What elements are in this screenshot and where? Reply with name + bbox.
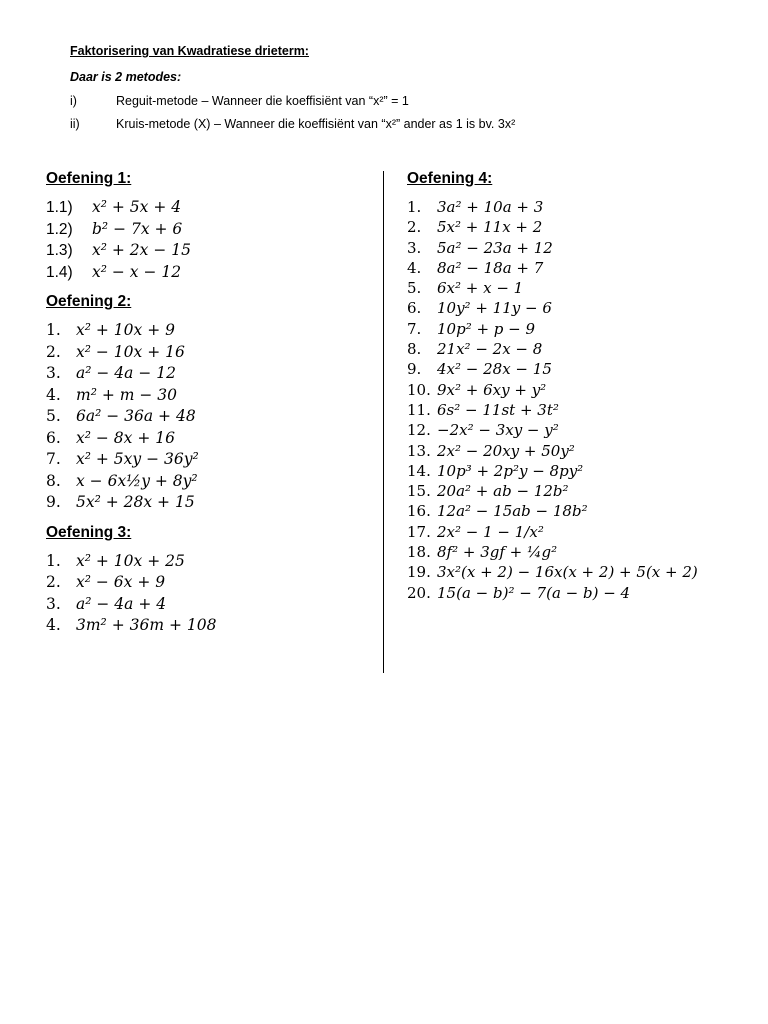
exercise-number: 1.2): [46, 220, 73, 238]
exercise-expression: 4x² − 28x − 15: [437, 360, 552, 379]
exercise-expression: 21x² − 2x − 8: [437, 340, 543, 359]
exercise-item: [407, 522, 747, 542]
document-title: Faktorisering van Kwadratiese drieterm:: [70, 44, 309, 58]
exercise-item: [407, 441, 747, 461]
exercise-number: 17.: [407, 522, 431, 541]
exercise-number: 1.4): [46, 263, 73, 281]
exercise-item: [407, 481, 747, 501]
exercise-number: 2.: [46, 573, 61, 591]
exercise-number: 1.: [46, 551, 61, 570]
exercise-item: [46, 615, 376, 637]
exercise-number: 4.: [407, 258, 422, 277]
exercise-number: 6.: [407, 299, 422, 318]
exercise-number: 15.: [407, 482, 431, 501]
exercise-item: [407, 501, 747, 521]
exercise-number: 18.: [407, 543, 431, 562]
exercise-number: 8.: [46, 471, 61, 490]
exercise-expression: 3m² + 36m + 108: [76, 616, 217, 634]
exercise-item: [46, 363, 376, 385]
exercise-number: 13.: [407, 441, 431, 460]
exercise-item: [407, 542, 747, 562]
exercise-expression: 10y² + 11y − 6: [437, 299, 552, 318]
exercise-list-oefening-2: [46, 320, 376, 514]
exercise-item: [46, 492, 376, 514]
exercise-item: [46, 240, 376, 262]
exercise-expression: 8f² + 3gf + ¼g²: [437, 543, 558, 562]
exercise-expression: x² − 10x + 16: [76, 342, 185, 361]
exercise-number: 10.: [407, 380, 431, 399]
exercise-list-oefening-1: [46, 197, 376, 283]
exercise-number: 6.: [46, 428, 61, 447]
exercise-item: [46, 449, 376, 471]
exercise-expression: x² + 5x + 4: [92, 198, 182, 216]
exercise-item: [407, 298, 747, 318]
exercise-expression: x² − 6x + 9: [76, 573, 166, 591]
exercise-item: [407, 339, 747, 359]
exercise-number: 16.: [407, 502, 431, 521]
exercise-item: [407, 380, 747, 400]
exercise-item: [407, 461, 747, 481]
exercise-item: [407, 400, 747, 420]
exercise-expression: 8a² − 18a + 7: [437, 258, 544, 277]
exercise-number: 3.: [407, 238, 422, 257]
exercise-item: [46, 428, 376, 450]
exercise-item: [407, 258, 747, 278]
exercise-item: [46, 262, 376, 284]
exercise-number: 12.: [407, 421, 431, 440]
exercise-number: 8.: [407, 340, 422, 359]
exercise-item: [407, 359, 747, 379]
exercise-expression: b² − 7x + 6: [92, 219, 183, 238]
exercise-expression: 9x² + 6xy + y²: [437, 380, 547, 399]
exercise-expression: x² + 10x + 25: [76, 551, 185, 570]
section-title-oefening-4: Oefening 4:: [407, 170, 493, 187]
section-title-oefening-2: Oefening 2:: [46, 293, 132, 310]
exercise-number: 5.: [46, 407, 61, 425]
exercise-expression: a² − 4a + 4: [76, 594, 167, 613]
exercise-number: 19.: [407, 563, 431, 582]
exercise-expression: 5x² + 28x + 15: [76, 493, 195, 511]
exercise-item: [407, 278, 747, 298]
exercise-number: 9.: [407, 360, 422, 379]
exercise-list-oefening-4: [407, 197, 747, 603]
exercise-item: [46, 219, 376, 241]
left-column: [46, 170, 376, 637]
exercise-item: [407, 197, 747, 217]
method-text: Reguit-metode – Wanneer die koeffisiënt van “x²” = 1: [116, 94, 409, 108]
exercise-expression: 5x² + 11x + 2: [437, 218, 543, 237]
exercise-expression: x² + 5xy − 36y²: [76, 450, 199, 468]
method-item: [70, 117, 730, 131]
exercise-number: 9.: [46, 493, 61, 511]
exercise-item: [407, 562, 747, 582]
exercise-number: 2.: [46, 342, 61, 361]
exercise-expression: 20a² + ab − 12b²: [437, 482, 569, 501]
document-header: [70, 44, 730, 140]
method-number: i): [70, 94, 77, 108]
exercise-item: [46, 594, 376, 616]
exercise-item: [407, 583, 747, 603]
exercise-number: 1.: [407, 198, 422, 216]
exercise-number: 20.: [407, 583, 431, 602]
exercise-number: 5.: [407, 279, 422, 298]
exercise-expression: 2x² − 1 − 1/x²: [437, 522, 544, 541]
exercise-expression: x² + 2x − 15: [92, 241, 191, 259]
exercise-number: 7.: [46, 450, 61, 468]
exercise-number: 1.3): [46, 242, 73, 259]
exercise-item: [46, 320, 376, 342]
exercise-expression: 10p² + p − 9: [437, 319, 536, 338]
section-title-oefening-1: Oefening 1:: [46, 170, 132, 187]
exercise-expression: 3a² + 10a + 3: [437, 198, 544, 216]
exercise-item: [407, 217, 747, 237]
exercise-item: [46, 572, 376, 594]
document-subtitle: Daar is 2 metodes:: [70, 70, 182, 84]
method-number: ii): [70, 117, 80, 131]
exercise-item: [46, 385, 376, 407]
exercise-expression: x² − 8x + 16: [76, 428, 175, 447]
exercise-item: [46, 551, 376, 573]
exercise-expression: a² − 4a − 12: [76, 364, 176, 382]
exercise-expression: x − 6x½y + 8y²: [76, 471, 198, 490]
exercise-expression: 5a² − 23a + 12: [437, 238, 553, 257]
exercise-expression: 10p³ + 2p²y − 8py²: [437, 461, 584, 480]
exercise-item: [46, 342, 376, 364]
exercise-expression: 3x²(x + 2) − 16x(x + 2) + 5(x + 2): [437, 563, 698, 582]
exercise-item: [46, 471, 376, 493]
method-item: [70, 94, 730, 108]
exercise-number: 11.: [407, 400, 431, 419]
column-divider: [383, 171, 384, 673]
exercise-expression: 15(a − b)² − 7(a − b) − 4: [437, 583, 631, 602]
exercise-expression: 6x² + x − 1: [437, 279, 524, 298]
exercise-item: [407, 238, 747, 258]
method-text: Kruis-metode (X) – Wanneer die koeffisiënt van “x²” ander as 1 is bv. 3x²: [116, 117, 516, 131]
exercise-expression: 6s² − 11st + 3t²: [437, 400, 559, 419]
exercise-number: 4.: [46, 385, 61, 404]
exercise-expression: 12a² − 15ab − 18b²: [437, 502, 588, 521]
exercise-number: 14.: [407, 461, 431, 480]
exercise-number: 4.: [46, 616, 61, 634]
exercise-expression: x² − x − 12: [92, 262, 182, 281]
right-column: [407, 170, 747, 603]
exercise-number: 1.1): [46, 199, 73, 216]
exercise-item: [46, 197, 376, 219]
exercise-number: 3.: [46, 594, 61, 613]
exercise-expression: x² + 10x + 9: [76, 321, 175, 339]
exercise-item: [46, 406, 376, 428]
exercise-item: [407, 319, 747, 339]
section-title-oefening-3: Oefening 3:: [46, 523, 132, 541]
exercise-number: 1.: [46, 321, 61, 339]
exercise-expression: m² + m − 30: [76, 385, 178, 404]
exercise-number: 7.: [407, 319, 422, 338]
exercise-list-oefening-3: [46, 551, 376, 637]
exercise-expression: 2x² − 20xy + 50y²: [437, 441, 575, 460]
exercise-expression: 6a² − 36a + 48: [76, 407, 196, 425]
exercise-expression: −2x² − 3xy − y²: [437, 421, 559, 440]
exercise-number: 3.: [46, 364, 61, 382]
exercise-item: [407, 420, 747, 440]
exercise-number: 2.: [407, 218, 422, 237]
